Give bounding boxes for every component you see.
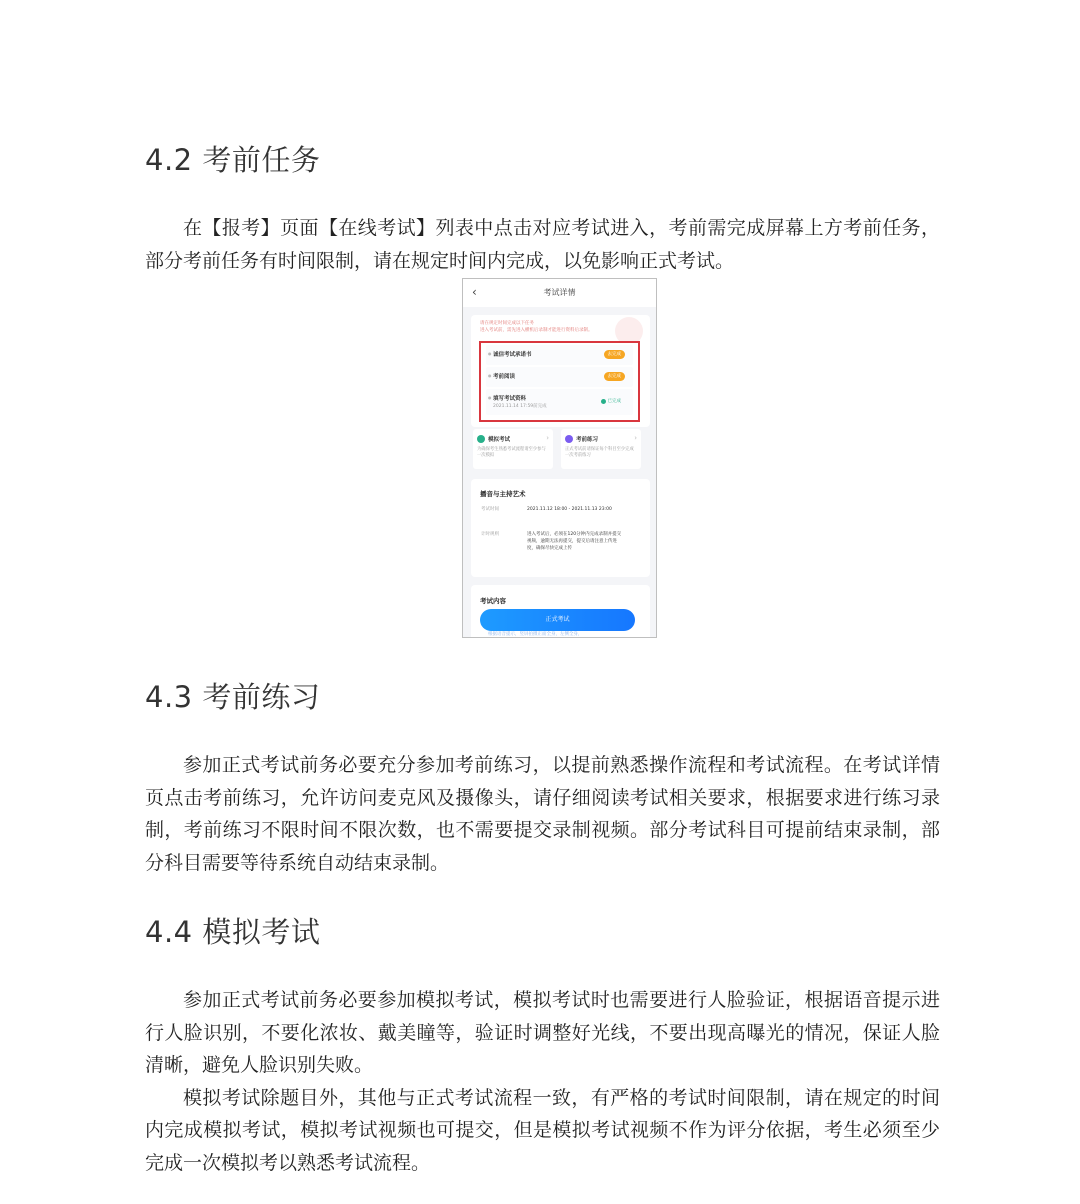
task-deadline: 2021.11.14 17:59前完成 (493, 404, 547, 409)
practice-title: 考前练习 (576, 437, 599, 443)
timing-rule-label: 计时规则 (481, 532, 499, 537)
task-row[interactable] (486, 389, 633, 415)
mock-exam-icon (477, 435, 485, 443)
chevron-left-icon[interactable]: ‹ (472, 285, 477, 299)
status-badge: 已完成 (600, 397, 626, 406)
practice-card[interactable] (561, 429, 641, 469)
practice-desc: 正式考试前请保证每个科目至少完成一次考前练习 (565, 447, 634, 458)
task-notice-detail: 进入考试前，需先进入横机后录制才能进行资料后录制。 (480, 328, 593, 333)
task-name: 考前阅读 (493, 374, 516, 380)
bullet-icon: ● (488, 373, 492, 378)
exam-time-value: 2021.11.12 18:00 - 2021.11.13 23:00 (527, 507, 612, 512)
bullet-icon: ● (488, 395, 492, 400)
task-name: 填写考试资料 (493, 396, 527, 402)
start-exam-button[interactable]: 正式考试 (480, 609, 635, 631)
bottom-hint: 根据语音提示，竖屏拍摄正面全身，左侧全身， (488, 632, 583, 637)
practice-icon (565, 435, 573, 443)
exam-time-label: 考试时间 (481, 507, 499, 512)
app-title: 考试详情 (543, 288, 576, 297)
chevron-right-icon: › (546, 434, 549, 442)
mock-exam-card[interactable] (473, 429, 553, 469)
task-row[interactable] (486, 367, 633, 387)
section-heading-4-2: 4.2 考前任务 (145, 143, 321, 177)
mock-exam-title: 模拟考试 (488, 437, 511, 443)
app-screenshot (462, 278, 657, 638)
exam-content-title: 考试内容 (480, 597, 506, 605)
chevron-right-icon: › (634, 434, 637, 442)
task-name: 诚信考试承诺书 (493, 352, 532, 358)
app-header (463, 279, 656, 307)
section-heading-4-3: 4.3 考前练习 (145, 680, 321, 714)
paragraph: 模拟考试除题目外，其他与正式考试流程一致，有严格的考试时间限制，请在规定的时间内完成模拟考试，模拟考试视频也可提交，但是模拟考试视频不作为评分依据，考生必须至少完成一次模拟考以熟悉考试流程。 (145, 1086, 940, 1174)
task-notice: 请在规定时间完成以下任务 (480, 321, 534, 326)
task-row[interactable] (486, 345, 633, 365)
bullet-icon: ● (488, 351, 492, 356)
paragraph: 在【报考】页面【在线考试】列表中点击对应考试进入，考前需完成屏幕上方考前任务，部分考前任务有时间限制，请在规定时间内完成，以免影响正式考试。 (145, 217, 940, 272)
status-badge[interactable]: 去完成 (604, 372, 626, 381)
mock-exam-desc: 为确保考生熟悉考试流程请至少参与一次模拟 (477, 447, 546, 458)
paragraph: 参加正式考试前务必要充分参加考前练习，以提前熟悉操作流程和考试流程。在考试详情页点击考前练习，允许访问麦克风及摄像头，请仔细阅读考试相关要求，根据要求进行练习录制，考前练习不限时间不限次数，也不需要提交录制视频。部分考试科目可提前结束录制，部分科目需要等待系统自动结束录制。 (145, 754, 940, 874)
paragraph: 参加正式考试前务必要参加模拟考试，模拟考试时也需要进行人脸验证，根据语音提示进行人脸识别，不要化浓妆、戴美瞳等，验证时调整好光线，不要出现高曝光的情况，保证人脸清晰，避免人脸识别失败。 (145, 989, 940, 1076)
exam-name: 播音与主持艺术 (480, 490, 526, 498)
task-list-highlight (479, 341, 640, 422)
timing-rule-value: 进入考试后，必须在120分钟内完成录制并提交视频，逾期无法再提交，提交后请注意上传进度，确保尽快完成上传 (527, 532, 622, 551)
section-body-4-3 (145, 749, 940, 879)
section-body-4-4 (145, 984, 940, 1179)
section-body-4-2 (145, 212, 940, 277)
status-badge[interactable]: 去完成 (604, 350, 626, 359)
section-heading-4-4: 4.4 模拟考试 (145, 915, 321, 949)
